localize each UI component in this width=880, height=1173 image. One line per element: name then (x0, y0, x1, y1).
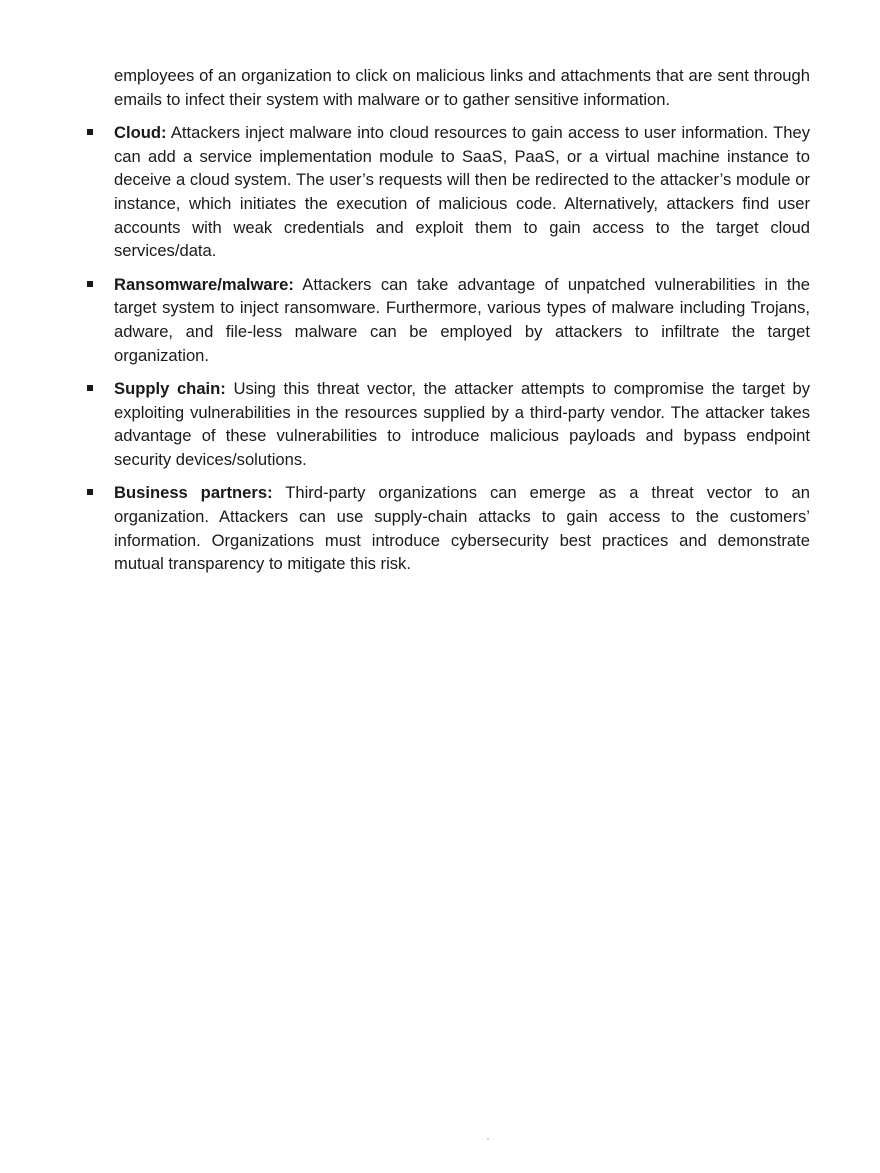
square-bullet-icon (87, 385, 93, 391)
intro-continuation-text: employees of an organization to click on malicious links and attachments that are sent through emails to infect their system with malware or to gather sensitive information. (114, 66, 810, 109)
square-bullet-icon (87, 129, 93, 135)
bullet-text: Third-party organizations can emerge as a threat vector to an organization. Attackers can use supply-chain attacks to gain access to the customers’ information. Organizations must introduce cybersecurity best practices and demonstrate mutual transparency to mitigate this risk. (114, 483, 810, 574)
bullet-term: Cloud: (114, 122, 167, 142)
document-body (114, 64, 810, 586)
bullet-term: Ransomware/malware: (114, 274, 294, 294)
bullet-item-cloud (114, 121, 810, 263)
square-bullet-icon (87, 281, 93, 287)
bullet-text: Attackers inject malware into cloud resources to gain access to user information. They can add a service implementation module to SaaS, PaaS, or a virtual machine instance to deceive a cloud system. The user’s requests will then be redirected to the attacker’s module or instance, which initiates the execution of malicious code. Alternatively, attackers find user accounts with weak credentials and exploit them to gain access to the target cloud services/data. (114, 122, 810, 261)
bullet-item-supply-chain (114, 377, 810, 472)
bullet-text: Attackers can take advantage of unpatched vulnerabilities in the target system to inject ransomware. Furthermore, various types of malware including Trojans, adware, and file-less malware can be employed by attackers to infiltrate the target organization. (114, 274, 810, 365)
bullet-item-business-partners (114, 481, 810, 576)
bullet-term: Supply chain: (114, 378, 226, 398)
bullet-term: Business partners: (114, 483, 273, 503)
page-speck (487, 1138, 489, 1140)
square-bullet-icon (87, 489, 93, 495)
bullet-text: Using this threat vector, the attacker attempts to compromise the target by exploiting vulnerabilities in the resources supplied by a third-party vendor. The attacker takes advantage of these vulnerabilities to introduce malicious payloads and bypass endpoint security devices/solutions. (114, 378, 810, 470)
bullet-item-ransomware-malware (114, 273, 810, 368)
intro-continuation-paragraph (114, 64, 810, 111)
